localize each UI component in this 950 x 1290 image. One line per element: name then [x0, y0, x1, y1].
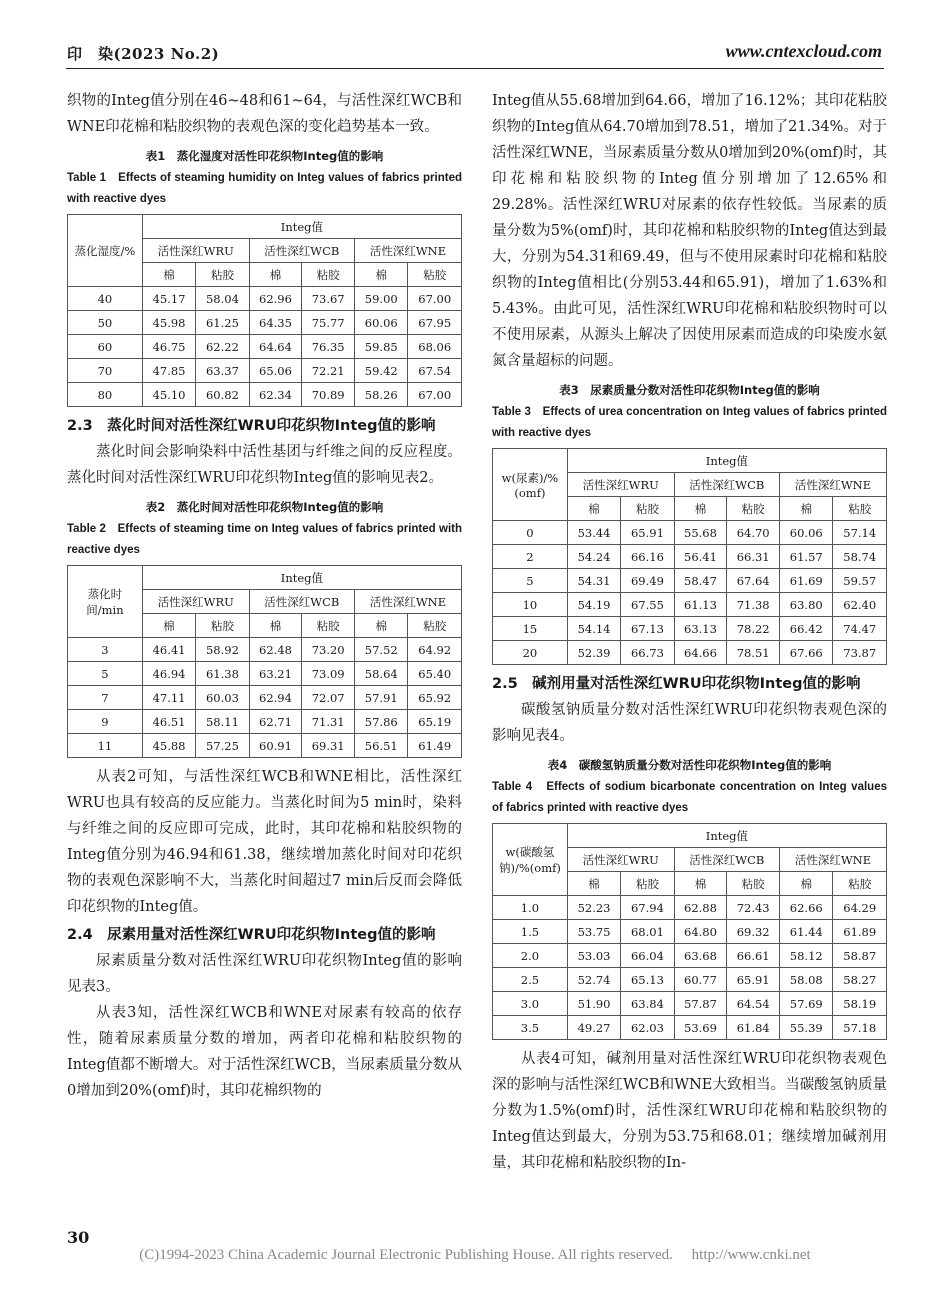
table-cell: 65.40 — [408, 662, 462, 686]
table-row — [493, 521, 887, 545]
fabric-header-cell: 棉 — [674, 497, 727, 521]
table-cell: 69.49 — [621, 569, 674, 593]
row-header-cell: w(尿素)/%(omf) — [493, 449, 568, 521]
table-row — [493, 569, 887, 593]
table-cell: 54.24 — [567, 545, 620, 569]
table-row — [68, 638, 462, 662]
table-cell: 64.70 — [727, 521, 780, 545]
table-row — [68, 710, 462, 734]
fabric-header-cell: 棉 — [567, 497, 620, 521]
table-cell: 3 — [68, 638, 143, 662]
table-cell: 60.03 — [196, 686, 249, 710]
table-row — [68, 287, 462, 311]
table-cell: 58.87 — [833, 944, 887, 968]
fabric-header-cell: 粘胶 — [408, 614, 462, 638]
table-cell: 58.47 — [674, 569, 727, 593]
table-cell: 2.5 — [493, 968, 568, 992]
table-cell: 61.57 — [780, 545, 833, 569]
table-cell: 64.29 — [833, 896, 887, 920]
table-row — [493, 617, 887, 641]
table-cell: 61.89 — [833, 920, 887, 944]
table-3-caption-en: Table 3 Effects of urea concentration on Integ values of fabrics printed with reactive dyes — [492, 406, 887, 439]
row-header-cell: w(碳酸氢钠)/%(omf) — [493, 824, 568, 896]
table-cell: 72.07 — [302, 686, 355, 710]
table-cell: 62.40 — [833, 593, 887, 617]
table-cell: 53.75 — [567, 920, 620, 944]
paragraph: 碳酸氢钠质量分数对活性深红WRU印花织物表观色深的影响见表4。 — [492, 702, 887, 744]
fabric-header-cell: 棉 — [249, 614, 302, 638]
table-cell: 62.96 — [249, 287, 302, 311]
table-1-caption-en: Table 1 Effects of steaming humidity on Integ values of fabrics printed with reactive dyes — [67, 172, 462, 205]
table-cell: 64.64 — [249, 335, 302, 359]
fabric-header-cell: 棉 — [567, 872, 620, 896]
table-cell: 40 — [68, 287, 143, 311]
row-header-cell: 蒸化时间/min — [68, 566, 143, 638]
dye-header-cell: 活性深红WRU — [142, 239, 249, 263]
table-cell: 63.21 — [249, 662, 302, 686]
table-cell: 57.69 — [780, 992, 833, 1016]
table-cell: 53.03 — [567, 944, 620, 968]
table-row — [68, 335, 462, 359]
table-4-caption-cn: 表4 碳酸氢钠质量分数对活性印花织物Integ值的影响 — [547, 758, 832, 772]
header-rule — [66, 68, 884, 69]
table-cell: 59.85 — [355, 335, 408, 359]
table-cell: 46.51 — [142, 710, 195, 734]
table-cell: 64.54 — [727, 992, 780, 1016]
table-cell: 80 — [68, 383, 143, 407]
table-cell: 62.34 — [249, 383, 302, 407]
integ-header-cell: Integ值 — [142, 566, 461, 590]
table-cell: 67.95 — [408, 311, 462, 335]
table-cell: 57.87 — [674, 992, 727, 1016]
table-cell: 60 — [68, 335, 143, 359]
table-1 — [67, 214, 462, 407]
table-cell: 58.92 — [196, 638, 249, 662]
table-cell: 64.35 — [249, 311, 302, 335]
table-cell: 46.75 — [142, 335, 195, 359]
table-cell: 57.25 — [196, 734, 249, 758]
table-cell: 59.42 — [355, 359, 408, 383]
table-cell: 67.64 — [727, 569, 780, 593]
fabric-header-cell: 棉 — [355, 614, 408, 638]
table-cell: 45.88 — [142, 734, 195, 758]
table-cell: 63.13 — [674, 617, 727, 641]
table-cell: 62.71 — [249, 710, 302, 734]
dye-header-cell: 活性深红WRU — [567, 848, 674, 872]
table-cell: 58.08 — [780, 968, 833, 992]
table-row — [493, 896, 887, 920]
table-cell: 2 — [493, 545, 568, 569]
table-cell: 57.52 — [355, 638, 408, 662]
table-cell: 67.00 — [408, 383, 462, 407]
table-row — [493, 920, 887, 944]
dye-header-cell: 活性深红WCB — [674, 473, 779, 497]
table-cell: 60.06 — [780, 521, 833, 545]
table-cell: 58.12 — [780, 944, 833, 968]
table-cell: 46.41 — [142, 638, 195, 662]
table-cell: 5 — [68, 662, 143, 686]
table-cell: 68.06 — [408, 335, 462, 359]
table-cell: 56.51 — [355, 734, 408, 758]
paragraph: 从表4可知，碱剂用量对活性深红WRU印花织物表观色深的影响与活性深红WCB和WNE大致相当。当碳酸氢钠质量分数为1.5%(omf)时，活性深红WRU印花棉和粘胶织物的Integ值达到最大，分别为53.75和68.01；继续增加碱剂用量，其印花棉和粘胶织物的In- — [492, 1051, 887, 1171]
table-cell: 57.14 — [833, 521, 887, 545]
table-cell: 74.47 — [833, 617, 887, 641]
table-cell: 61.69 — [780, 569, 833, 593]
table-cell: 50 — [68, 311, 143, 335]
table-cell: 66.16 — [621, 545, 674, 569]
table-cell: 62.94 — [249, 686, 302, 710]
fabric-header-cell: 粘胶 — [621, 872, 674, 896]
fabric-header-cell: 棉 — [674, 872, 727, 896]
table-2-caption-cn: 表2 蒸化时间对活性印花织物Integ值的影响 — [145, 500, 384, 514]
table-cell: 65.06 — [249, 359, 302, 383]
dye-header-cell: 活性深红WCB — [249, 239, 354, 263]
table-header-row — [68, 215, 462, 239]
table-cell: 73.67 — [302, 287, 355, 311]
table-cell: 47.85 — [142, 359, 195, 383]
table-cell: 11 — [68, 734, 143, 758]
fabric-header-cell: 棉 — [249, 263, 302, 287]
table-cell: 66.42 — [780, 617, 833, 641]
table-cell: 63.68 — [674, 944, 727, 968]
table-cell: 64.66 — [674, 641, 727, 665]
table-cell: 66.31 — [727, 545, 780, 569]
table-header-row — [68, 566, 462, 590]
table-3 — [492, 448, 887, 665]
table-cell: 61.84 — [727, 1016, 780, 1040]
section-2-5-heading: 2.5 碱剂用量对活性深红WRU印花织物Integ值的影响 — [492, 676, 861, 692]
table-cell: 60.82 — [196, 383, 249, 407]
table-cell: 1.5 — [493, 920, 568, 944]
table-row — [493, 944, 887, 968]
dye-header-cell: 活性深红WRU — [142, 590, 249, 614]
table-cell: 65.19 — [408, 710, 462, 734]
fabric-header-cell: 粘胶 — [833, 497, 887, 521]
table-row — [493, 593, 887, 617]
table-cell: 66.73 — [621, 641, 674, 665]
table-cell: 62.88 — [674, 896, 727, 920]
table-cell: 62.03 — [621, 1016, 674, 1040]
table-cell: 57.91 — [355, 686, 408, 710]
table-cell: 0 — [493, 521, 568, 545]
section-2-4-heading: 2.4 尿素用量对活性深红WRU印花织物Integ值的影响 — [67, 927, 436, 943]
table-cell: 65.91 — [621, 521, 674, 545]
table-cell: 58.04 — [196, 287, 249, 311]
table-cell: 58.27 — [833, 968, 887, 992]
table-row — [493, 545, 887, 569]
table-cell: 61.38 — [196, 662, 249, 686]
table-cell: 66.61 — [727, 944, 780, 968]
table-4 — [492, 823, 887, 1040]
table-cell: 57.86 — [355, 710, 408, 734]
table-cell: 5 — [493, 569, 568, 593]
table-cell: 73.20 — [302, 638, 355, 662]
table-cell: 54.19 — [567, 593, 620, 617]
table-2-caption-en: Table 2 Effects of steaming time on Integ values of fabrics printed with reactive dyes — [67, 523, 462, 556]
integ-header-cell: Integ值 — [567, 449, 886, 473]
table-cell: 49.27 — [567, 1016, 620, 1040]
paragraph: 从表2可知，与活性深红WCB和WNE相比，活性深红WRU也具有较高的反应能力。当蒸化时间为5 min时，染料与纤维之间的反应即可完成，此时，其印花棉和粘胶织物的Integ值分别为46.94和61.38，继续增加蒸化时间对印花织物的表观色深影响不大，当蒸化时间超过7 min后反而会降低印花织物的Integ值。 — [67, 769, 462, 915]
table-cell: 2.0 — [493, 944, 568, 968]
table-cell: 60.77 — [674, 968, 727, 992]
table-cell: 58.64 — [355, 662, 408, 686]
table-cell: 52.74 — [567, 968, 620, 992]
table-cell: 60.91 — [249, 734, 302, 758]
table-cell: 76.35 — [302, 335, 355, 359]
fabric-header-cell: 棉 — [142, 614, 195, 638]
table-2 — [67, 565, 462, 758]
table-cell: 72.21 — [302, 359, 355, 383]
table-cell: 51.90 — [567, 992, 620, 1016]
table-cell: 58.74 — [833, 545, 887, 569]
dye-header-cell: 活性深红WNE — [780, 848, 887, 872]
table-cell: 63.80 — [780, 593, 833, 617]
table-cell: 65.92 — [408, 686, 462, 710]
fabric-header-cell: 粘胶 — [727, 497, 780, 521]
table-cell: 47.11 — [142, 686, 195, 710]
table-cell: 55.68 — [674, 521, 727, 545]
fabric-header-cell: 粘胶 — [621, 497, 674, 521]
fabric-header-cell: 粘胶 — [196, 614, 249, 638]
table-cell: 61.49 — [408, 734, 462, 758]
row-header-cell: 蒸化湿度/% — [68, 215, 143, 287]
paragraph: 尿素质量分数对活性深红WRU印花织物Integ值的影响见表3。 — [67, 953, 462, 995]
paragraph: 织物的Integ值分别在46~48和61~64，与活性深红WCB和WNE印花棉和粘胶织物的表观色深的变化趋势基本一致。 — [67, 93, 462, 135]
table-cell: 52.23 — [567, 896, 620, 920]
table-cell: 62.22 — [196, 335, 249, 359]
table-cell: 65.91 — [727, 968, 780, 992]
table-cell: 3.5 — [493, 1016, 568, 1040]
table-row — [493, 968, 887, 992]
table-cell: 46.94 — [142, 662, 195, 686]
table-cell: 56.41 — [674, 545, 727, 569]
table-cell: 63.84 — [621, 992, 674, 1016]
fabric-header-cell: 棉 — [780, 497, 833, 521]
table-cell: 45.98 — [142, 311, 195, 335]
table-row — [68, 686, 462, 710]
table-cell: 7 — [68, 686, 143, 710]
table-header-row — [493, 824, 887, 848]
table-cell: 78.22 — [727, 617, 780, 641]
table-cell: 67.55 — [621, 593, 674, 617]
table-cell: 45.17 — [142, 287, 195, 311]
table-cell: 45.10 — [142, 383, 195, 407]
table-cell: 75.77 — [302, 311, 355, 335]
table-cell: 52.39 — [567, 641, 620, 665]
table-cell: 1.0 — [493, 896, 568, 920]
table-cell: 73.09 — [302, 662, 355, 686]
paragraph: Integ值从55.68增加到64.66，增加了16.12%；其印花粘胶织物的Integ值从64.70增加到78.51，增加了21.34%。对于活性深红WNE，当尿素质量分数从0增加到20%(omf)时，其印花棉和粘胶织物的Integ值分别增加了12.65%和29.28%。活性深红WRU对尿素的依存性较低。当尿素的质量分数为5%(omf)时，其印花棉和粘胶织物的Integ值达到最大，分别为54.31和69.49，但与不使用尿素时印花棉和粘胶织物的Integ值相比(分别53.44和65.91)，增加了1.63%和5.43%。由此可见，活性深红WRU印花棉和粘胶织物时可以不使用尿素，从源头上解决了因使用尿素而造成的印染废水氨氮含量超标的问题。 — [492, 93, 887, 369]
integ-header-cell: Integ值 — [567, 824, 886, 848]
table-cell: 58.11 — [196, 710, 249, 734]
dye-header-cell: 活性深红WNE — [780, 473, 887, 497]
table-row — [68, 311, 462, 335]
table-cell: 57.18 — [833, 1016, 887, 1040]
fabric-header-cell: 棉 — [142, 263, 195, 287]
table-cell: 70 — [68, 359, 143, 383]
table-cell: 10 — [493, 593, 568, 617]
table-row — [68, 662, 462, 686]
table-cell: 58.19 — [833, 992, 887, 1016]
website-header[interactable]: www.cntexcloud.com — [725, 41, 882, 61]
fabric-header-cell: 棉 — [355, 263, 408, 287]
table-row — [493, 641, 887, 665]
table-cell: 72.43 — [727, 896, 780, 920]
right-column — [492, 88, 887, 1176]
table-cell: 73.87 — [833, 641, 887, 665]
table-cell: 64.80 — [674, 920, 727, 944]
table-cell: 63.37 — [196, 359, 249, 383]
fabric-header-cell: 粘胶 — [302, 263, 355, 287]
table-cell: 9 — [68, 710, 143, 734]
table-row — [68, 383, 462, 407]
table-cell: 67.13 — [621, 617, 674, 641]
table-cell: 68.01 — [621, 920, 674, 944]
fabric-header-cell: 粘胶 — [727, 872, 780, 896]
table-cell: 62.48 — [249, 638, 302, 662]
table-cell: 61.13 — [674, 593, 727, 617]
table-cell: 53.69 — [674, 1016, 727, 1040]
table-cell: 67.54 — [408, 359, 462, 383]
table-cell: 53.44 — [567, 521, 620, 545]
page-number: 30 — [67, 1228, 90, 1247]
fabric-header-cell: 棉 — [780, 872, 833, 896]
table-cell: 69.32 — [727, 920, 780, 944]
left-column — [67, 88, 462, 1104]
fabric-header-cell: 粘胶 — [408, 263, 462, 287]
table-cell: 59.57 — [833, 569, 887, 593]
table-cell: 61.25 — [196, 311, 249, 335]
table-cell: 67.66 — [780, 641, 833, 665]
table-cell: 61.44 — [780, 920, 833, 944]
table-cell: 59.00 — [355, 287, 408, 311]
fabric-header-cell: 粘胶 — [833, 872, 887, 896]
section-2-3-heading: 2.3 蒸化时间对活性深红WRU印花织物Integ值的影响 — [67, 418, 436, 434]
table-cell: 71.31 — [302, 710, 355, 734]
table-cell: 70.89 — [302, 383, 355, 407]
table-cell: 15 — [493, 617, 568, 641]
fabric-header-cell: 粘胶 — [302, 614, 355, 638]
table-cell: 65.13 — [621, 968, 674, 992]
dye-header-cell: 活性深红WNE — [355, 239, 462, 263]
table-cell: 64.92 — [408, 638, 462, 662]
fabric-header-cell: 粘胶 — [196, 263, 249, 287]
table-cell: 62.66 — [780, 896, 833, 920]
dye-header-cell: 活性深红WRU — [567, 473, 674, 497]
dye-header-cell: 活性深红WCB — [249, 590, 354, 614]
paragraph: 从表3知，活性深红WCB和WNE对尿素有较高的依存性，随着尿素质量分数的增加，两者印花棉和粘胶织物的Integ值都不断增大。对于活性深红WCB，当尿素质量分数从0增加到20%(omf)时，其印花棉织物的 — [67, 1005, 462, 1099]
table-4-caption-en: Table 4 Effects of sodium bicarbonate concentration on Integ values of fabrics printed with reactive dyes — [492, 781, 887, 814]
table-cell: 67.00 — [408, 287, 462, 311]
integ-header-cell: Integ值 — [142, 215, 461, 239]
table-cell: 20 — [493, 641, 568, 665]
table-cell: 3.0 — [493, 992, 568, 1016]
table-cell: 69.31 — [302, 734, 355, 758]
table-cell: 67.94 — [621, 896, 674, 920]
dye-header-cell: 活性深红WCB — [674, 848, 779, 872]
table-cell: 66.04 — [621, 944, 674, 968]
dye-header-cell: 活性深红WNE — [355, 590, 462, 614]
table-row — [68, 734, 462, 758]
paragraph: 蒸化时间会影响染料中活性基团与纤维之间的反应程度。蒸化时间对活性深红WRU印花织物Integ值的影响见表2。 — [67, 444, 462, 486]
table-cell: 54.31 — [567, 569, 620, 593]
table-cell: 71.38 — [727, 593, 780, 617]
table-header-row — [493, 449, 887, 473]
table-row — [68, 359, 462, 383]
copyright-footer: (C)1994-2023 China Academic Journal Electronic Publishing House. All rights reserved. http://www.cnki.net — [139, 1247, 811, 1263]
journal-header: 印 染(2023 No.2) — [67, 45, 220, 63]
table-row — [493, 1016, 887, 1040]
table-cell: 58.26 — [355, 383, 408, 407]
table-cell: 60.06 — [355, 311, 408, 335]
table-cell: 55.39 — [780, 1016, 833, 1040]
table-cell: 54.14 — [567, 617, 620, 641]
table-3-caption-cn: 表3 尿素质量分数对活性印花织物Integ值的影响 — [559, 383, 820, 397]
table-1-caption-cn: 表1 蒸化湿度对活性印花织物Integ值的影响 — [145, 149, 384, 163]
table-cell: 78.51 — [727, 641, 780, 665]
table-row — [493, 992, 887, 1016]
